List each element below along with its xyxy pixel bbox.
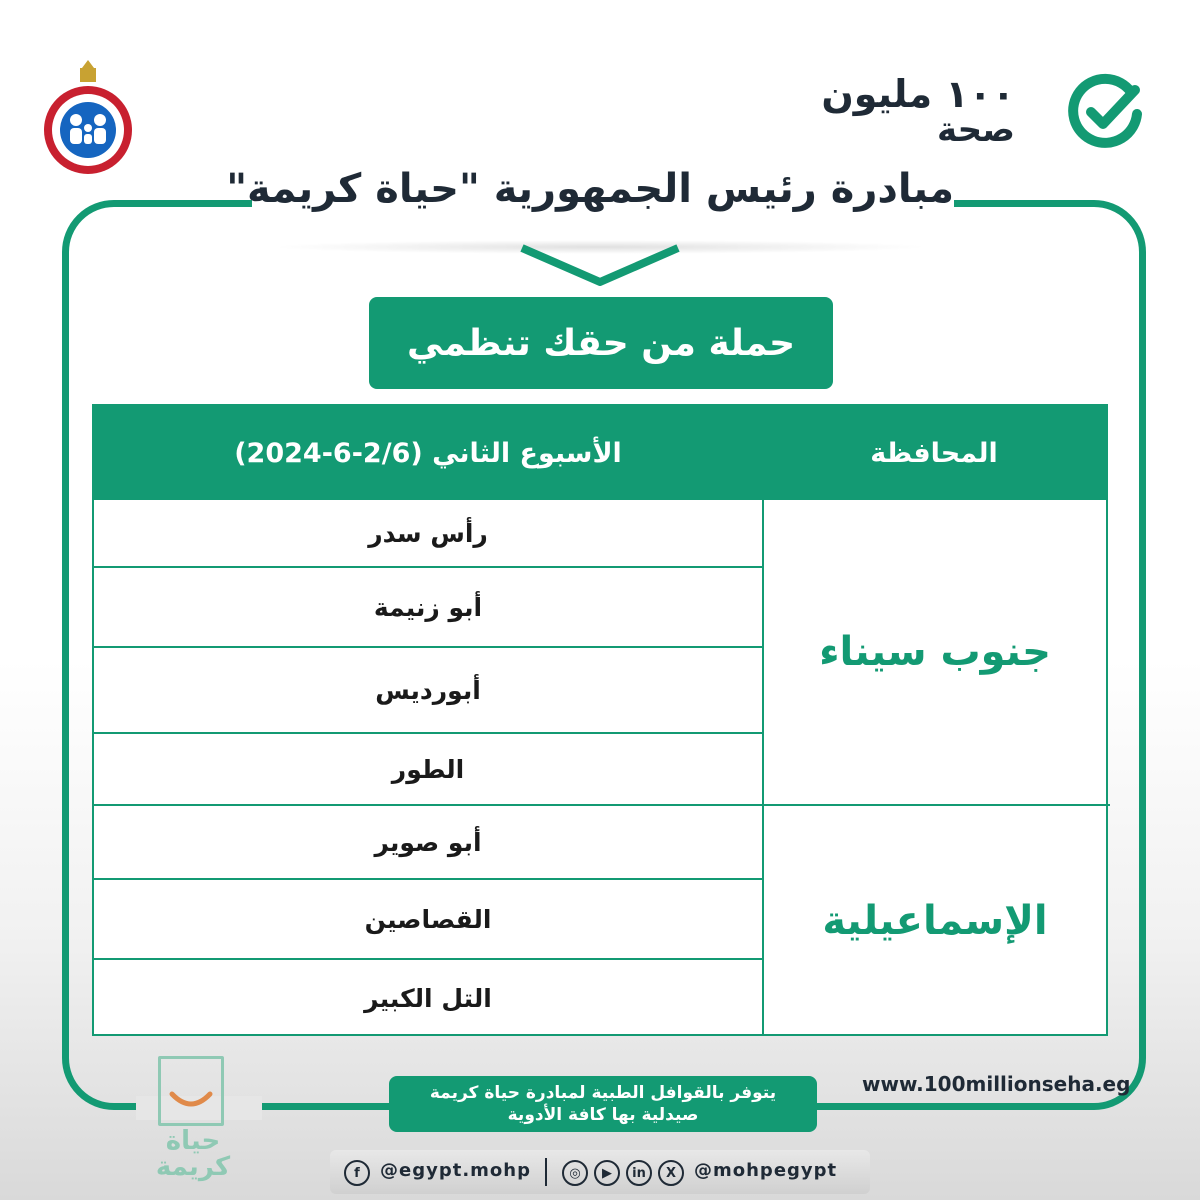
ministry-of-health-logo xyxy=(38,58,138,176)
column-header-week: الأسبوع الثاني (2/6-6-2024) xyxy=(234,437,622,469)
hayah-logo-text: حياة كريمة xyxy=(155,1126,231,1182)
schedule-table xyxy=(92,404,1108,1036)
x-icon[interactable]: X xyxy=(658,1160,684,1186)
instagram-icon[interactable]: ◎ xyxy=(562,1160,588,1186)
seha-logo-top-text: ١٠٠ مليون xyxy=(821,72,1015,116)
table-row: القصاصين xyxy=(94,880,762,960)
social-bar xyxy=(330,1150,870,1194)
column-header-governorate: المحافظة xyxy=(870,437,998,469)
note-line-1: يتوفر بالقوافل الطبية لمبادرة حياة كريمة xyxy=(429,1083,777,1103)
campaign-title: حملة من حقك تنظمي xyxy=(369,297,833,389)
table-row: رأس سدر xyxy=(94,500,762,568)
facebook-icon[interactable]: f xyxy=(344,1160,370,1186)
smile-icon xyxy=(168,1088,214,1112)
linkedin-icon[interactable]: in xyxy=(626,1160,652,1186)
checkmark-icon xyxy=(1065,70,1145,150)
chevron-down-icon xyxy=(518,244,682,286)
note-line-2: صيدلية بها كافة الأدوية xyxy=(507,1105,699,1125)
hayah-karima-logo xyxy=(148,1050,238,1190)
table-row: أبو زنيمة xyxy=(94,568,762,648)
table-row: أبو صوير xyxy=(94,806,762,880)
table-row: الطور xyxy=(94,734,762,806)
youtube-icon[interactable]: ▶ xyxy=(594,1160,620,1186)
seha-logo-bottom-text: صحة xyxy=(937,110,1015,150)
table-row: التل الكبير xyxy=(364,983,492,1013)
governorate-south-sinai: جنوب سيناء xyxy=(819,629,1051,675)
website-link[interactable]: www.100millionseha.eg xyxy=(862,1072,1131,1096)
governorate-ismailia: الإسماعيلية xyxy=(822,898,1048,944)
page-title: مبادرة رئيس الجمهورية "حياة كريمة" xyxy=(226,166,954,212)
pharmacy-note xyxy=(389,1076,817,1132)
social-handle-mohp[interactable]: @mohpegypt xyxy=(694,1160,838,1181)
social-handle-facebook[interactable]: @egypt.mohp xyxy=(380,1160,531,1181)
table-row: أبورديس xyxy=(94,648,762,734)
social-divider xyxy=(545,1158,547,1186)
table-header xyxy=(94,406,1106,500)
100-million-seha-logo xyxy=(821,70,1145,150)
